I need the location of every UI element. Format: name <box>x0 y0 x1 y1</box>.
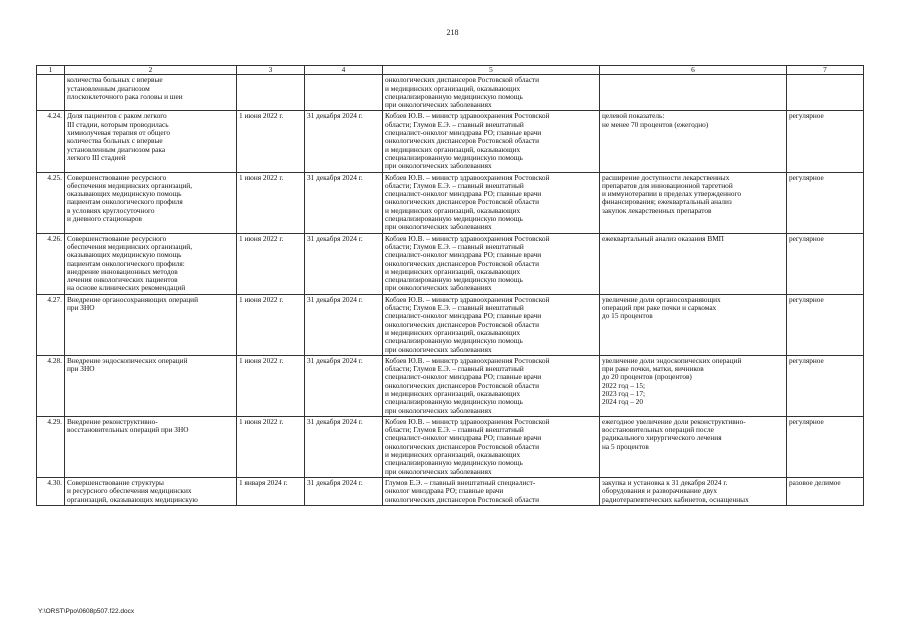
column-number: 6 <box>600 66 787 75</box>
responsible-persons-line: онкологических диспансеров Ростовской области <box>385 494 540 504</box>
column-number-row <box>37 66 864 75</box>
measure-name-line: и ресурсного обеспечения медицинских <box>67 486 192 496</box>
measure-name-line: III стадии, которым проводилась <box>67 119 169 129</box>
end-date <box>305 75 383 111</box>
table-row <box>37 294 864 355</box>
responsible-persons-line: Кобзев Ю.В. – министр здравоохранения Ростовской <box>385 294 550 304</box>
responsible-persons <box>383 111 600 172</box>
column-number: 4 <box>305 66 383 75</box>
column-number: 2 <box>65 66 237 75</box>
start-date: 1 июня 2022 г. <box>237 416 305 477</box>
responsible-persons-line: при онкологических заболеваниях <box>385 344 492 354</box>
end-date: 31 декабря 2024 г. <box>305 233 383 294</box>
expected-result <box>600 416 787 477</box>
responsible-persons-line: Кобзев Ю.В. – министр здравоохранения Ростовской <box>385 172 550 182</box>
responsible-persons <box>383 233 600 294</box>
measure-name-line: при ЗНО <box>67 303 95 313</box>
measure-name-line: Совершенствование ресурсного <box>67 233 167 243</box>
responsible-persons-line: специалист-онколог минздрава РО; главные врачи <box>385 128 542 138</box>
measure-name-line: обеспечения медицинских организаций, <box>67 180 193 190</box>
file-path-footer: Y:\ORST\Ppo\0608p507.f22.docx <box>38 608 135 615</box>
responsible-persons-line: специализированную медицинскую помощь <box>385 458 523 468</box>
table-row <box>37 75 864 111</box>
measure-name-line: и дневного стационаров <box>67 214 142 224</box>
measure-name-line: оказывающих медицинскую помощь <box>67 250 182 260</box>
expected-result <box>600 477 787 505</box>
item-number: 4.30. <box>37 477 65 505</box>
responsible-persons-line: онкологических диспансеров Ростовской области <box>385 197 540 207</box>
table-row <box>37 172 864 233</box>
item-number: 4.24. <box>37 111 65 172</box>
table-row <box>37 477 864 505</box>
measure-name <box>65 172 237 233</box>
expected-result-line: на 5 процентов <box>602 441 649 451</box>
measure-name <box>65 75 237 111</box>
responsible-persons <box>383 75 600 111</box>
start-date: 1 июня 2022 г. <box>237 111 305 172</box>
measure-name-line: лечения онкологических пациентов <box>67 275 178 285</box>
measure-name-line: Внедрение эндоскопических операций <box>67 355 188 365</box>
expected-result-line: до 20 процентов (процентов) <box>602 372 692 382</box>
end-date: 31 декабря 2024 г. <box>305 416 383 477</box>
table-row <box>37 355 864 416</box>
responsible-persons-line: и медицинских организаций, оказывающих <box>385 266 521 276</box>
measure-name-line: количества больных с впервые <box>67 136 163 146</box>
expected-result-line: не менее 70 процентов (ежегодно) <box>602 119 709 129</box>
responsible-persons-line: и медицинских организаций, оказывающих <box>385 144 521 154</box>
expected-result-line: целевой показатель: <box>602 111 665 121</box>
page-number: 218 <box>446 28 459 37</box>
expected-result-line: расширение доступности лекарственных <box>602 172 730 182</box>
responsible-persons-line: специализированную медицинскую помощь <box>385 214 523 224</box>
responsible-persons-line: онкологических диспансеров Ростовской области <box>385 441 540 451</box>
measure-name <box>65 416 237 477</box>
end-date: 31 декабря 2024 г. <box>305 355 383 416</box>
end-date: 31 декабря 2024 г. <box>305 111 383 172</box>
expected-result-line: закупок лекарственных препаратов <box>602 205 712 215</box>
expected-result-line: восстановительных операций после <box>602 425 714 435</box>
responsible-persons-line: специализированную медицинскую помощь <box>385 152 523 162</box>
responsible-persons-line: Кобзев Ю.В. – министр здравоохранения Ростовской <box>385 233 550 243</box>
column-number: 7 <box>787 66 864 75</box>
measure-name-line: легкого III стадией <box>67 152 126 162</box>
measure-name-line: на основе клинических рекомендаций <box>67 283 186 293</box>
measure-name-line: при ЗНО <box>67 364 95 374</box>
responsible-persons-line: специализированную медицинскую помощь <box>385 336 523 346</box>
responsible-persons-line: онколог минздрава РО; главные врачи <box>385 486 504 496</box>
responsible-persons-line: при онкологических заболеваниях <box>385 466 492 476</box>
responsible-persons <box>383 294 600 355</box>
responsible-persons <box>383 172 600 233</box>
expected-result-line: 2022 год – 15; <box>602 380 646 390</box>
responsible-persons-line: онкологических диспансеров Ростовской области <box>385 380 540 390</box>
start-date: 1 июня 2022 г. <box>237 172 305 233</box>
expected-result-line: 2023 год – 17; <box>602 388 646 398</box>
measure-name <box>65 477 237 505</box>
responsible-persons-line: и медицинских организаций, оказывающих <box>385 327 521 337</box>
expected-result-line: препаратов для инновационной таргетной <box>602 180 733 190</box>
responsible-persons-line: при онкологических заболеваниях <box>385 161 492 171</box>
measure-name-line: установленным диагнозом <box>67 83 150 93</box>
item-number <box>37 75 65 111</box>
start-date: 1 июня 2022 г. <box>237 233 305 294</box>
measure-name-line: организаций, оказывающих медицинскую <box>67 494 198 504</box>
start-date <box>237 75 305 111</box>
expected-result-line: и иммунотерапии в пределах утвержденного <box>602 189 742 199</box>
column-number: 5 <box>383 66 600 75</box>
measure-name-line: Совершенствование ресурсного <box>67 172 167 182</box>
responsible-persons-line: и медицинских организаций, оказывающих <box>385 83 521 93</box>
start-date: 1 января 2024 г. <box>237 477 305 505</box>
end-date: 31 декабря 2024 г. <box>305 172 383 233</box>
expected-result-line: операций при раке почки и саркомах <box>602 303 717 313</box>
measure-name-line: химиолучевая терапия от общего <box>67 128 171 138</box>
expected-result-line: 2024 год – 20 <box>602 397 643 407</box>
expected-result <box>600 233 787 294</box>
responsible-persons-line: Глумов Е.Э. – главный внештатный специалист- <box>385 477 536 487</box>
responsible-persons-line: области; Глумов Е.Э. – главный внештатный <box>385 241 524 251</box>
responsible-persons-line: при онкологических заболеваниях <box>385 100 492 110</box>
responsible-persons-line: Кобзев Ю.В. – министр здравоохранения Ростовской <box>385 355 550 365</box>
periodicity: разовое делимое <box>787 477 864 505</box>
measure-name-line: Доля пациентов с раком легкого <box>67 111 167 121</box>
responsible-persons-line: при онкологических заболеваниях <box>385 283 492 293</box>
measure-name-line: пациентам онкологического профиля <box>67 197 183 207</box>
measure-name <box>65 294 237 355</box>
column-number: 1 <box>37 66 65 75</box>
item-number: 4.29. <box>37 416 65 477</box>
responsible-persons-line: специалист-онколог минздрава РО; главные врачи <box>385 189 542 199</box>
measure-name-line: количества больных с впервые <box>67 75 163 85</box>
expected-result <box>600 111 787 172</box>
responsible-persons-line: и медицинских организаций, оказывающих <box>385 205 521 215</box>
periodicity: регулярное <box>787 294 864 355</box>
start-date: 1 июня 2022 г. <box>237 355 305 416</box>
measure-name-line: восстановительных операций при ЗНО <box>67 425 189 435</box>
measure-name-line: Внедрение органосохраняющих операций <box>67 294 198 304</box>
responsible-persons-line: специалист-онколог минздрава РО; главные врачи <box>385 311 542 321</box>
expected-result <box>600 294 787 355</box>
measure-name-line: внедрение инновационных методов <box>67 266 178 276</box>
measures-table <box>36 65 864 506</box>
expected-result-line: ежегодное увеличение доли реконструктивно- <box>602 416 746 426</box>
responsible-persons <box>383 355 600 416</box>
responsible-persons <box>383 477 600 505</box>
periodicity: регулярное <box>787 233 864 294</box>
expected-result <box>600 75 787 111</box>
measure-name-line: установленным диагнозом рака <box>67 144 166 154</box>
responsible-persons-line: Кобзев Ю.В. – министр здравоохранения Ростовской <box>385 416 550 426</box>
responsible-persons-line: специалист-онколог минздрава РО; главные врачи <box>385 250 542 260</box>
responsible-persons-line: онкологических диспансеров Ростовской области <box>385 319 540 329</box>
expected-result-line: радиотерапевтических кабинетов, оснащенных <box>602 494 749 504</box>
responsible-persons-line: онкологических диспансеров Ростовской области <box>385 75 540 85</box>
responsible-persons-line: области; Глумов Е.Э. – главный внештатный <box>385 180 524 190</box>
responsible-persons-line: специализированную медицинскую помощь <box>385 91 523 101</box>
expected-result <box>600 355 787 416</box>
expected-result <box>600 172 787 233</box>
responsible-persons-line: области; Глумов Е.Э. – главный внештатный <box>385 119 524 129</box>
responsible-persons-line: Кобзев Ю.В. – министр здравоохранения Ростовской <box>385 111 550 121</box>
responsible-persons-line: онкологических диспансеров Ростовской области <box>385 258 540 268</box>
responsible-persons-line: специализированную медицинскую помощь <box>385 397 523 407</box>
measure-name <box>65 111 237 172</box>
measure-name <box>65 355 237 416</box>
table-row <box>37 233 864 294</box>
periodicity: регулярное <box>787 416 864 477</box>
periodicity: регулярное <box>787 172 864 233</box>
expected-result-line: ежеквартальный анализ оказания ВМП <box>602 233 724 243</box>
item-number: 4.28. <box>37 355 65 416</box>
expected-result-line: оборудования и разворачивание двух <box>602 486 718 496</box>
responsible-persons-line: и медицинских организаций, оказывающих <box>385 450 521 460</box>
measure-name-line: оказывающих медицинскую помощь <box>67 189 182 199</box>
measure-name-line: пациентам онкологического профиля: <box>67 258 185 268</box>
responsible-persons <box>383 416 600 477</box>
responsible-persons-line: и медицинских организаций, оказывающих <box>385 388 521 398</box>
measure-name <box>65 233 237 294</box>
responsible-persons-line: при онкологических заболеваниях <box>385 222 492 232</box>
measure-name-line: плоскоклеточного рака головы и шеи <box>67 91 183 101</box>
table-row <box>37 416 864 477</box>
start-date: 1 июня 2022 г. <box>237 294 305 355</box>
end-date: 31 декабря 2024 г. <box>305 477 383 505</box>
expected-result-line: при раке почки, матки, яичников <box>602 364 704 374</box>
measure-name-line: Внедрение реконструктивно- <box>67 416 158 426</box>
expected-result-line: радикального хирургического лечения <box>602 433 722 443</box>
responsible-persons-line: области; Глумов Е.Э. – главный внештатный <box>385 364 524 374</box>
responsible-persons-line: специалист-онколог минздрава РО; главные врачи <box>385 433 542 443</box>
column-number: 3 <box>237 66 305 75</box>
periodicity: регулярное <box>787 355 864 416</box>
measure-name-line: обеспечения медицинских организаций, <box>67 241 193 251</box>
responsible-persons-line: области; Глумов Е.Э. – главный внештатный <box>385 425 524 435</box>
item-number: 4.26. <box>37 233 65 294</box>
expected-result-line: финансирования; ежеквартальный анализ <box>602 197 732 207</box>
end-date: 31 декабря 2024 г. <box>305 294 383 355</box>
measure-name-line: в условиях круглосуточного <box>67 205 155 215</box>
expected-result-line: увеличение доли органосохраняющих <box>602 294 721 304</box>
measure-name-line: Совершенствование структуры <box>67 477 164 487</box>
expected-result-line: до 15 процентов <box>602 311 653 321</box>
responsible-persons-line: при онкологических заболеваниях <box>385 405 492 415</box>
item-number: 4.27. <box>37 294 65 355</box>
responsible-persons-line: области; Глумов Е.Э. – главный внештатный <box>385 303 524 313</box>
responsible-persons-line: специализированную медицинскую помощь <box>385 275 523 285</box>
periodicity <box>787 75 864 111</box>
responsible-persons-line: онкологических диспансеров Ростовской области <box>385 136 540 146</box>
responsible-persons-line: специалист-онколог минздрава РО; главные врачи <box>385 372 542 382</box>
expected-result-line: увеличение доли эндоскопических операций <box>602 355 742 365</box>
table-row <box>37 111 864 172</box>
periodicity: регулярное <box>787 111 864 172</box>
expected-result-line: закупка и установка к 31 декабря 2024 г. <box>602 477 728 487</box>
item-number: 4.25. <box>37 172 65 233</box>
